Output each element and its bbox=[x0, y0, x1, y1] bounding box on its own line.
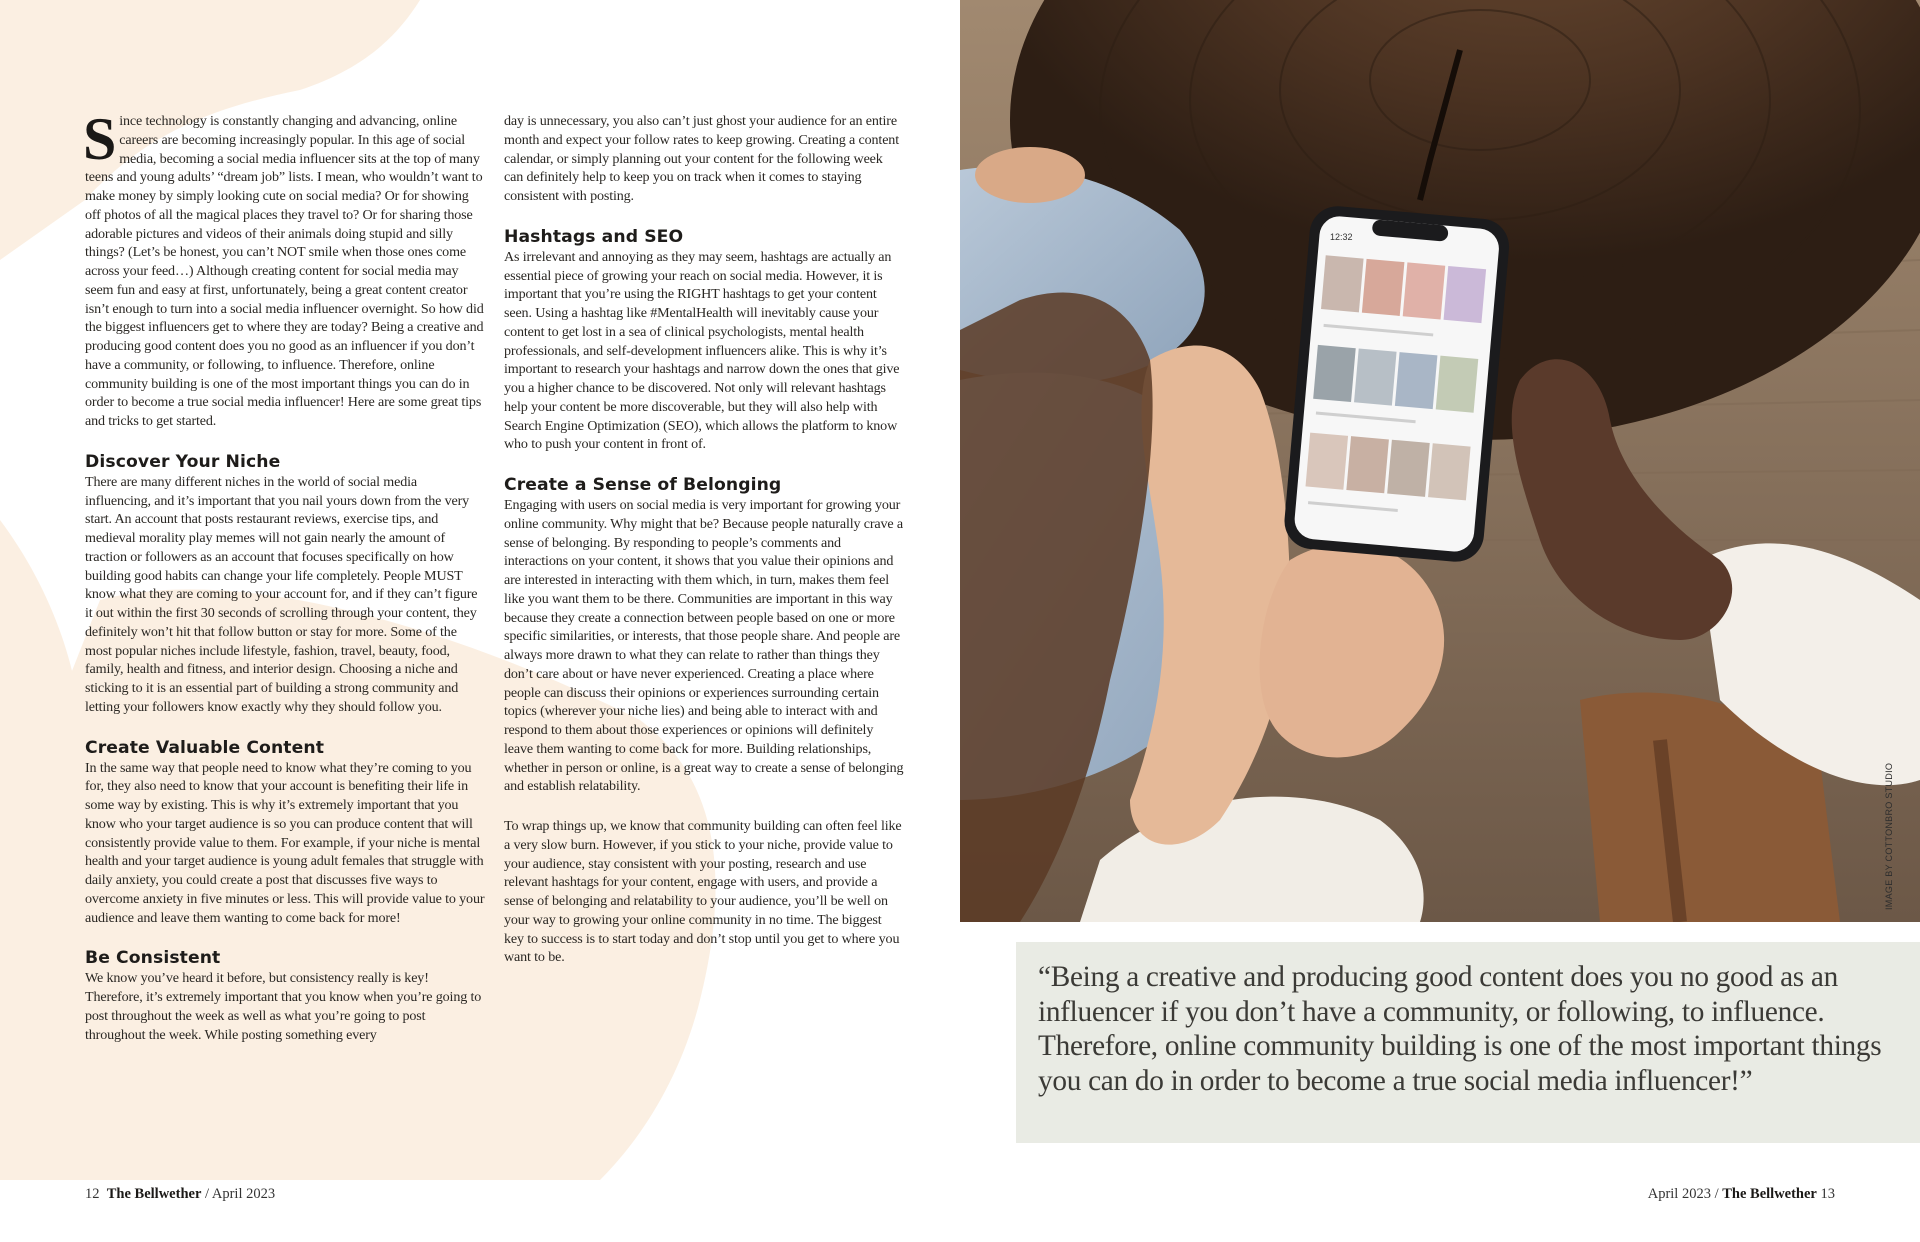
section-body-discover-niche: There are many different niches in the world of social media influencing, and it’s important that you nail yours down from the very start. An account that posts restaurant reviews, exercise tips, and medieval morality play memes will not gain nearly the amount of traction or followers as an account that focuses specifically on how building good habits can change your life completely. People MUST know what they are coming to your account for, and if they can’t figure it out within the first 30 seconds of scrolling through your content, they definitely won’t hit that follow button or stay for more. Some of the most popular niches include lifestyle, fashion, travel, beauty, food, family, health and fitness, and interior design. Choosing a niche and sticking to it is an essential part of building a strong community and letting your followers know exactly why they should follow you. bbox=[85, 473, 478, 715]
phone-status-time: 12:32 bbox=[1330, 232, 1353, 242]
section-body-hashtags-seo: As irrelevant and annoying as they may seem, hashtags are actually an essential piece of growing your reach on social media. However, it is important that you’re using the RIGHT hashtags to get your content seen. Using a hashtag like #MentalHealth will inevitably cause your content to get lost in a sea of clinical psychologists, mental health professionals, and self-development influencers alike. This is why it’s important to research your hashtags and narrow down the ones that give you a higher chance to be discovered. Not only will relevant hashtags help your content be more discoverable, but they will also help with Search Engine Optimization (SEO), which allows the platform to know who to push your content in front of. bbox=[504, 248, 900, 453]
continued-paragraph: day is unnecessary, you also can’t just ghost your audience for an entire month and expect your follow rates to keep growing. Creating a content calendar, or simply planning out your content for the following week can definitely help to keep you on track when it comes to staying consistent with posting. bbox=[504, 113, 899, 204]
section-heading-be-consistent: Be Consistent bbox=[85, 948, 221, 969]
photo-credit bbox=[1884, 760, 1898, 910]
photo-person-holding-phone bbox=[960, 0, 1920, 922]
folio-left bbox=[85, 1186, 275, 1203]
section-body-sense-of-belonging: Engaging with users on social media is very important for growing your online community. Why might that be? Because people naturally crave a sense of belonging. By responding to people’s comments and interactions on your content, it shows that you value their opinions and are interested in interacting with them which, in turn, makes them feel like you want them to be there. Communities are important in this way because they create a connection between people based on one or more specific similarities, or interests, that those people share. And people are always more drawn to what they can relate to rather than things they don’t care about or have never experienced. Creating a place where people can discuss their opinions or experiences surrounding certain topics (wherever your niche lies) and being able to interact with and respond to them about those experiences or opinions will definitely leave them wanting to come back for more. Building relationships, whether in person or online, is a great way to create a sense of belonging and establish relatability. bbox=[504, 497, 904, 795]
photo-credit-text: IMAGE BY COTTONBRO STUDIO bbox=[1884, 762, 1894, 910]
page-number: 13 bbox=[1820, 1186, 1835, 1202]
issue-date: / April 2023 bbox=[205, 1186, 276, 1202]
intro-paragraph bbox=[83, 106, 485, 431]
section-heading-sense-of-belonging: Create a Sense of Belonging bbox=[504, 475, 782, 495]
article-column-left bbox=[83, 106, 485, 1044]
conclusion-paragraph: To wrap things up, we know that community building can often feel like a very slow burn. However, if you stick to your niche, provide value to your audience, stay consistent with your posting, research and use relevant hashtags for your content, engage with users, and provide a sense of belonging and relatability to your audience, you’ll be well on your way to growing your online community in no time. The biggest key to success is to start today and don’t stop until you get to where you want to be. bbox=[504, 818, 902, 966]
article-column-middle bbox=[504, 112, 904, 967]
intro-text: ince technology is constantly changing and advancing, online careers are becoming increasingly popular. In this age of social media, becoming a social media influencer sits at the top of many teens and young adults’ “dream job” lists. I mean, who wouldn’t want to make money by simply looking cute on social media? Or for showing off photos of all the magical places they travel to? Or for sharing those adorable pictures and videos of their animals doing stupid and silly things? (Let’s be honest, you can’t NOT smile when those ones come across your feed…) Although creating content for social media may seem fun and easy at first, unfortunately, being a great content creator isn’t enough to turn into a social media influencer overnight. So how did the biggest influencers get to where they are today? Being a creative and producing good content does you no good as an influencer if you don’t have a community, or following, to influence. Therefore, online community building is one of the most important things you can do in order to become a true social media influencer! Here are some great tips and tricks to get started. bbox=[85, 113, 484, 429]
folio-right bbox=[1648, 1186, 1835, 1203]
issue-date: April 2023 / bbox=[1647, 1186, 1719, 1202]
section-heading-valuable-content: Create Valuable Content bbox=[85, 737, 325, 758]
section-body-valuable-content: In the same way that people need to know what they’re coming to you for, they also need to know that your account is benefiting their life in some way by existing. This is why it’s extremely important that you know who your target audience is so you can produce content that will consistently provide value to them. For example, if your niche is mental health and your target audience is young adult females that struggle with daily anxiety, you could create a post that discusses five ways to overcome anxiety in five minutes or less. This will provide value to your audience and leave them wanting to come back for more! bbox=[85, 759, 485, 926]
photo-illustration bbox=[960, 0, 1920, 922]
pull-quote-box bbox=[1016, 942, 1920, 1143]
magazine-name: The Bellwether bbox=[1722, 1186, 1817, 1202]
page-number: 12 bbox=[85, 1186, 100, 1202]
drop-cap: S bbox=[83, 106, 117, 172]
section-body-be-consistent: We know you’ve heard it before, but consistency really is key! Therefore, it’s extremely important that you know when you’re going to post throughout the week as well as what you’re going to post throughout the week. While posting something every bbox=[85, 970, 482, 1043]
section-heading-hashtags-seo: Hashtags and SEO bbox=[504, 226, 684, 247]
pull-quote-text: “Being a creative and producing good content does you no good as an influencer if you don’t have a community, or following, to influence. Therefore, online community building is one of the most important things you can do in order to become a true social media influencer!” bbox=[1038, 961, 1882, 1098]
section-heading-discover-niche: Discover Your Niche bbox=[85, 451, 281, 472]
magazine-name: The Bellwether bbox=[106, 1186, 202, 1202]
